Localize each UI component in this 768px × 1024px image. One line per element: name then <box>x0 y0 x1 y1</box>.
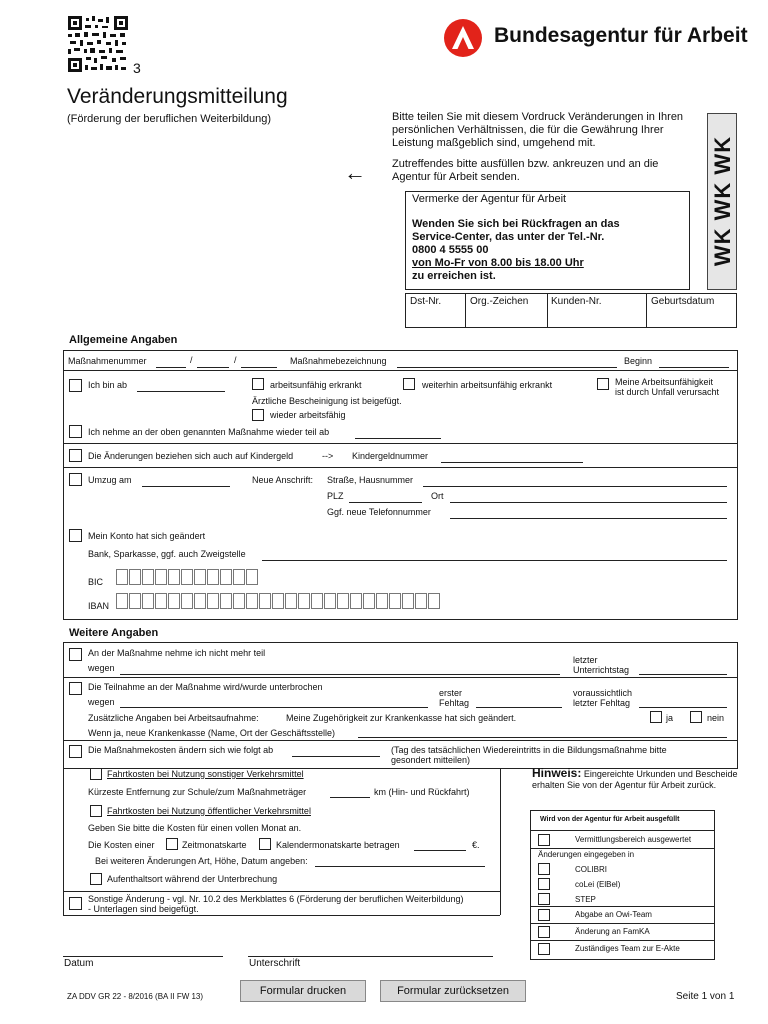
label-iban: IBAN <box>88 601 110 611</box>
label-weitere-aenderungen: Bei weiteren Änderungen Art, Höhe, Datum angeben: <box>95 856 308 866</box>
label-eakte: Zuständiges Team zur E-Akte <box>575 944 680 953</box>
checkbox-aufenthaltsort[interactable] <box>90 873 102 885</box>
char-cell[interactable] <box>324 593 336 609</box>
letzter-fehltag-input[interactable] <box>639 707 727 708</box>
agency-notes-title: Vermerke der Agentur für Arbeit <box>412 193 567 205</box>
label-sonstige-1: Sonstige Änderung - vgl. Nr. 10.2 des Merkblattes 6 (Förderung der beruflichen Weiterbildung) <box>88 894 464 904</box>
label-unfall-2: ist durch Unfall verursacht <box>615 387 720 397</box>
char-cell[interactable] <box>194 569 206 585</box>
char-cell[interactable] <box>168 569 180 585</box>
checkbox-ich-bin-ab[interactable] <box>69 379 82 392</box>
label-neue-anschrift: Neue Anschrift: <box>252 475 314 485</box>
label-letzter-1: letzter <box>573 655 598 665</box>
checkbox-kk-nein[interactable] <box>690 711 702 723</box>
label-kalendermonatskarte: Kalendermonatskarte betragen <box>276 840 400 850</box>
label-unterschrift: Unterschrift <box>249 958 301 969</box>
kindergeldnummer-input[interactable] <box>441 462 583 463</box>
checkbox-step[interactable] <box>538 893 550 905</box>
agency-name: Bundesagentur für Arbeit <box>494 24 748 47</box>
char-cell[interactable] <box>428 593 440 609</box>
contact-phone: 0800 4 5555 00 <box>412 244 489 256</box>
umzug-date-input[interactable] <box>142 486 230 487</box>
label-bank: Bank, Sparkasse, ggf. auch Zweigstelle <box>88 549 246 559</box>
label-ja: ja <box>666 713 674 723</box>
label-plz: PLZ <box>327 491 344 501</box>
contact-line-2: Service-Center, das unter der Tel.-Nr. <box>412 231 605 243</box>
field-kunden-nr[interactable]: Kunden-Nr. <box>551 296 602 307</box>
tag-note-1: (Tag des tatsächlichen Wiedereintritts in die Bildungsmaßnahme bitte <box>391 745 667 755</box>
checkbox-eakte[interactable] <box>538 943 550 955</box>
label-step: STEP <box>575 895 596 904</box>
checkbox-owi[interactable] <box>538 909 550 921</box>
ba-logo-icon <box>443 18 483 58</box>
char-cell[interactable] <box>272 593 284 609</box>
char-cell[interactable] <box>285 593 297 609</box>
char-cell[interactable] <box>402 593 414 609</box>
plz-input[interactable] <box>349 502 422 503</box>
label-erster-1: erster <box>439 688 463 698</box>
label-measure-name: Maßnahmebezeichnung <box>290 356 387 366</box>
bank-input[interactable] <box>262 560 727 561</box>
label-erster-2: Fehltag <box>439 698 470 708</box>
checkbox-famka[interactable] <box>538 926 550 938</box>
ort-input[interactable] <box>450 502 727 503</box>
char-cell[interactable] <box>129 593 141 609</box>
section-general-heading: Allgemeine Angaben <box>69 334 178 346</box>
kosten-date-input[interactable] <box>292 756 380 757</box>
checkbox-kosten[interactable] <box>69 745 82 758</box>
form-number: 3 <box>133 60 141 76</box>
label-wieder-arbeitsfaehig: wieder arbeitsfähig <box>270 410 346 420</box>
page-subtitle: (Förderung der beruflichen Weiterbildung) <box>67 113 272 125</box>
office-title: Wird von der Agentur für Arbeit ausgefüllt <box>540 816 680 823</box>
begin-input[interactable] <box>659 367 729 368</box>
label-zusaetzlich: Zusätzliche Angaben bei Arbeitsaufnahme: <box>88 713 259 723</box>
measure-no-part3-input[interactable] <box>241 367 277 368</box>
checkbox-vermittlung[interactable] <box>538 834 550 846</box>
char-cell[interactable] <box>311 593 323 609</box>
slash-1: / <box>190 355 193 365</box>
hinweis-label: Hinweis: <box>532 766 582 780</box>
kosten-betrag-input[interactable] <box>414 850 466 851</box>
char-cell[interactable] <box>181 593 193 609</box>
neue-krankenkasse-input[interactable] <box>358 737 727 738</box>
nicht-mehr-grund-input[interactable] <box>120 674 560 675</box>
telefon-input[interactable] <box>450 518 727 519</box>
label-voller-monat: Geben Sie bitte die Kosten für einen vollen Monat an. <box>88 823 302 833</box>
checkbox-fahrt-oeffentlich[interactable] <box>90 805 102 817</box>
char-cell[interactable] <box>142 593 154 609</box>
checkbox-kalendermonatskarte[interactable] <box>259 838 271 850</box>
unterbrochen-grund-input[interactable] <box>120 707 428 708</box>
label-begin: Beginn <box>624 356 653 366</box>
char-cell[interactable] <box>142 569 154 585</box>
char-cell[interactable] <box>207 569 219 585</box>
label-kindergeld: Die Änderungen beziehen sich auch auf Kindergeld <box>88 451 294 461</box>
checkbox-arbeitsunfaehig[interactable] <box>252 378 264 390</box>
label-ich-bin-ab: Ich bin ab <box>88 380 128 390</box>
checkbox-unfall[interactable] <box>597 378 609 390</box>
page-number: Seite 1 von 1 <box>676 991 735 1002</box>
char-cell[interactable] <box>233 569 245 585</box>
label-letzter-2: Unterrichtstag <box>573 665 630 675</box>
field-geburtsdatum[interactable]: Geburtsdatum <box>651 296 715 307</box>
checkbox-unterbrochen[interactable] <box>69 682 82 695</box>
measure-no-part1-input[interactable] <box>156 367 186 368</box>
contact-line-1: Wenden Sie sich bei Rückfragen an das <box>412 218 620 230</box>
checkbox-konto[interactable] <box>69 529 82 542</box>
label-nicht-mehr-2: wegen <box>88 663 115 673</box>
contact-reach: zu erreichen ist. <box>412 270 496 282</box>
label-owi: Abgabe an Owi-Team <box>575 910 652 919</box>
char-cell[interactable] <box>220 569 232 585</box>
slash-2: / <box>234 355 237 365</box>
char-cell[interactable] <box>389 593 401 609</box>
label-bescheinigung: Ärztliche Bescheinigung ist beigefügt. <box>252 396 402 406</box>
char-cell[interactable] <box>350 593 362 609</box>
checkbox-nicht-mehr-teil[interactable] <box>69 648 82 661</box>
label-konto: Mein Konto hat sich geändert <box>88 531 206 541</box>
char-cell[interactable] <box>116 569 128 585</box>
contact-hours: von Mo-Fr von 8.00 bis 18.00 Uhr <box>412 257 584 269</box>
label-krankenkasse: Meine Zugehörigkeit zur Krankenkasse hat sich geändert. <box>286 713 517 723</box>
label-kuerzeste: Kürzeste Entfernung zur Schule/zum Maßnahmeträger <box>88 787 307 797</box>
char-cell[interactable] <box>116 593 128 609</box>
office-box <box>530 810 715 960</box>
char-cell[interactable] <box>298 593 310 609</box>
label-telefon: Ggf. neue Telefonnummer <box>327 507 431 517</box>
label-nein: nein <box>707 713 725 723</box>
tag-note-2: gesondert mitteilen) <box>391 755 471 765</box>
form-code: ZA DDV GR 22 - 8/2016 (BA II FW 13) <box>67 992 204 1001</box>
char-cell[interactable] <box>376 593 388 609</box>
char-cell[interactable] <box>337 593 349 609</box>
checkbox-fahrt-sonstige[interactable] <box>90 768 102 780</box>
side-label: WK WK WK <box>710 135 735 267</box>
checkbox-zeitmonatskarte[interactable] <box>166 838 178 850</box>
ich-bin-ab-input[interactable] <box>137 391 225 392</box>
label-ort: Ort <box>431 491 444 501</box>
section-further-heading: Weitere Angaben <box>69 627 159 639</box>
datum-input[interactable] <box>63 956 223 957</box>
label-unterbrochen-2: wegen <box>88 697 115 707</box>
km-input[interactable] <box>330 797 370 798</box>
weitere-aenderungen-input[interactable] <box>315 866 485 867</box>
char-cell[interactable] <box>155 569 167 585</box>
label-fahrt-sonstige: Fahrtkosten bei Nutzung sonstiger Verkehrsmittel <box>107 769 304 779</box>
checkbox-wieder-arbeitsfaehig[interactable] <box>252 409 264 421</box>
label-unterbrochen-1: Die Teilnahme an der Maßnahme wird/wurde unterbrochen <box>88 682 323 692</box>
char-cell[interactable] <box>415 593 427 609</box>
char-cell[interactable] <box>194 593 206 609</box>
label-famka: Änderung an FamKA <box>575 927 650 936</box>
print-button[interactable]: Formular drucken <box>240 980 366 1002</box>
measure-name-input[interactable] <box>397 367 617 368</box>
field-org-zeichen[interactable]: Org.-Zeichen <box>470 296 529 307</box>
label-colei: coLei (ElBel) <box>575 880 621 889</box>
label-kindergeldnummer: Kindergeldnummer <box>352 451 429 461</box>
measure-no-part2-input[interactable] <box>197 367 229 368</box>
label-km: km (Hin- und Rückfahrt) <box>374 787 470 797</box>
label-bic: BIC <box>88 577 104 587</box>
char-cell[interactable] <box>155 593 167 609</box>
checkbox-kindergeld[interactable] <box>69 449 82 462</box>
char-cell[interactable] <box>246 593 258 609</box>
char-cell[interactable] <box>259 593 271 609</box>
checkbox-colei[interactable] <box>538 878 550 890</box>
label-measure-no: Maßnahmenummer <box>68 356 147 366</box>
page-title: Veränderungsmitteilung <box>67 85 288 108</box>
strasse-input[interactable] <box>423 486 727 487</box>
label-kosten-einer: Die Kosten einer <box>88 840 155 850</box>
label-vorauss-1: voraussichtlich <box>573 688 633 698</box>
label-neue-kk: Wenn ja, neue Krankenkasse (Name, Ort der Geschäftsstelle) <box>88 728 335 738</box>
intro-text: Bitte teilen Sie mit diesem Vordruck Veränderungen in Ihren persönlichen Verhältnissen, die für die Gewährung Ihrer Leistung maßgeblich sind, umgehend mit. <box>392 111 684 149</box>
checkbox-colibri[interactable] <box>538 863 550 875</box>
side-label-box <box>707 113 737 290</box>
qr-code-icon <box>68 16 128 72</box>
checkbox-kk-ja[interactable] <box>650 711 662 723</box>
label-vermittlung: Vermittlungsbereich ausgewertet <box>575 835 692 844</box>
letzter-unterrichtstag-input[interactable] <box>639 674 727 675</box>
char-cell[interactable] <box>129 569 141 585</box>
checkbox-sonstige[interactable] <box>69 897 82 910</box>
field-dst-nr[interactable]: Dst-Nr. <box>410 296 442 307</box>
arrow-left-icon: ← <box>344 160 366 185</box>
arrow-right-icon: --> <box>322 451 334 461</box>
label-kosten: Die Maßnahmekosten ändern sich wie folgt ab <box>88 745 274 755</box>
label-unfall-1: Meine Arbeitsunfähigkeit <box>615 377 714 387</box>
intro-instruction: Zutreffendes bitte ausfüllen bzw. ankreuzen und an die Agentur für Arbeit senden. <box>392 158 659 183</box>
erster-fehltag-input[interactable] <box>476 707 562 708</box>
label-colibri: COLIBRI <box>575 865 608 874</box>
label-nicht-mehr-1: An der Maßnahme nehme ich nicht mehr teil <box>88 648 266 658</box>
unterschrift-input[interactable] <box>248 956 493 957</box>
label-eingegeben: Änderungen eingegeben in <box>538 850 635 859</box>
reset-button[interactable]: Formular zurücksetzen <box>380 980 526 1002</box>
char-cell[interactable] <box>168 593 180 609</box>
label-fahrt-oeffentlich: Fahrtkosten bei Nutzung öffentlicher Verkehrsmittel <box>107 806 311 816</box>
label-datum: Datum <box>64 958 94 969</box>
char-cell[interactable] <box>233 593 245 609</box>
hinweis-text: Eingereichte Urkunden und Bescheide erhalten Sie von der Agentur für Arbeit zurück. <box>532 769 738 790</box>
label-umzug: Umzug am <box>88 475 132 485</box>
label-sonstige-2: - Unterlagen sind beigefügt. <box>88 904 199 914</box>
char-cell[interactable] <box>246 569 258 585</box>
checkbox-umzug[interactable] <box>69 473 82 486</box>
checkbox-wieder-teil[interactable] <box>69 425 82 438</box>
hinweis-block <box>532 768 742 791</box>
char-cell[interactable] <box>220 593 232 609</box>
char-cell[interactable] <box>207 593 219 609</box>
label-aufenthaltsort: Aufenthaltsort während der Unterbrechung <box>107 874 278 884</box>
label-weiterhin: weiterhin arbeitsunfähig erkrankt <box>422 380 553 390</box>
char-cell[interactable] <box>181 569 193 585</box>
label-arbeitsunfaehig: arbeitsunfähig erkrankt <box>270 380 362 390</box>
char-cell[interactable] <box>363 593 375 609</box>
wieder-teil-input[interactable] <box>355 438 441 439</box>
label-vorauss-2: letzter Fehltag <box>573 698 631 708</box>
label-zeitmonatskarte: Zeitmonatskarte <box>182 840 247 850</box>
label-strasse: Straße, Hausnummer <box>327 475 414 485</box>
checkbox-weiterhin[interactable] <box>403 378 415 390</box>
label-euro: €. <box>472 840 480 850</box>
label-wieder-teil: Ich nehme an der oben genannten Maßnahme wieder teil ab <box>88 427 330 437</box>
